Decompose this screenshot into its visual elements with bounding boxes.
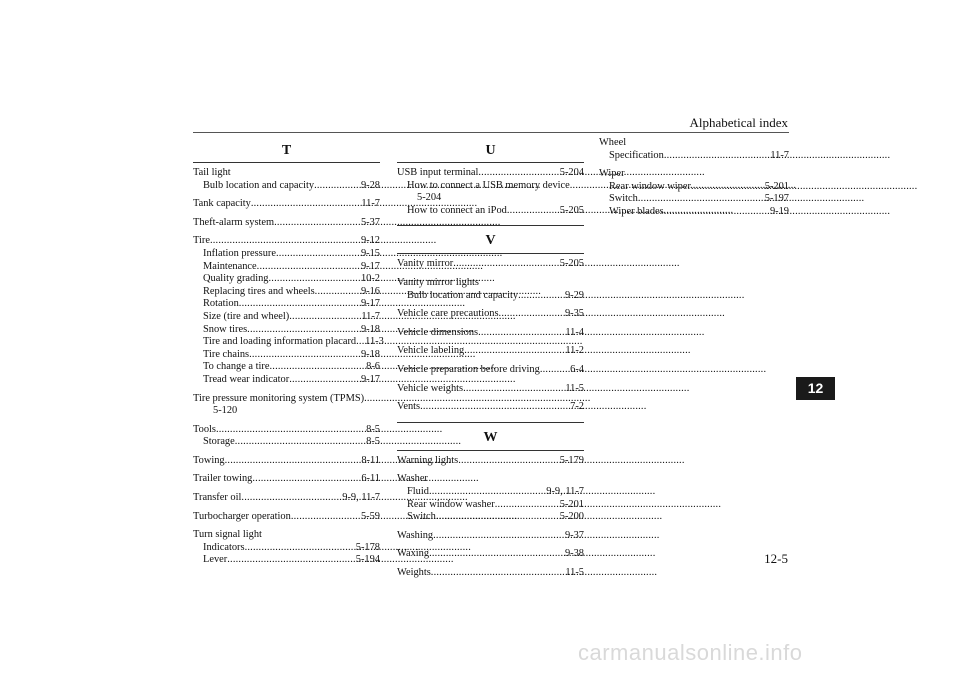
- dot-leader: [274, 217, 358, 230]
- index-entry: [193, 424, 380, 449]
- index-subentry: [193, 542, 380, 555]
- entry-page: 9-18: [360, 323, 380, 335]
- entry-page: 5-59: [360, 510, 380, 522]
- index-entry: [193, 167, 380, 192]
- index-entry: [193, 217, 380, 230]
- entry-label: Bulb location and capacity: [203, 179, 315, 191]
- index-entry-main: [193, 424, 380, 437]
- entry-label: Switch: [407, 511, 436, 523]
- dot-leader: [433, 530, 562, 543]
- entry-label: Tire pressure monitoring system (TPMS): [193, 392, 365, 404]
- entry-label: Turn signal light: [193, 529, 262, 541]
- entry-label: Tools: [193, 423, 216, 435]
- entry-page: 5-200: [559, 511, 584, 523]
- entry-label: Vehicle care precautions: [397, 308, 499, 320]
- dot-leader: [420, 401, 567, 414]
- section-letter-heading: V: [397, 225, 584, 254]
- index-entry: [193, 393, 380, 418]
- index-entry: [397, 308, 584, 321]
- entry-page: 11-5: [565, 566, 584, 578]
- dot-leader: [227, 554, 353, 567]
- entry-page: 9-12: [360, 235, 380, 247]
- entry-page: 10-2: [360, 273, 380, 285]
- dot-leader: [664, 206, 767, 219]
- entry-page: 5-201: [764, 180, 789, 192]
- entry-page: 9-17: [360, 260, 380, 272]
- entry-page: 6-11: [361, 473, 380, 485]
- entry-page: 8-6: [366, 361, 380, 373]
- index-entry: [193, 235, 384, 386]
- index-entry: [397, 473, 584, 523]
- dot-leader: [257, 261, 358, 274]
- index-entry: [193, 511, 380, 524]
- entry-label: Size (tire and wheel): [203, 310, 290, 322]
- entry-label: Maintenance: [203, 260, 257, 272]
- dot-leader: [638, 193, 762, 206]
- index-entry: [397, 327, 584, 340]
- dot-leader: [495, 499, 557, 512]
- entry-page: 8-5: [366, 436, 380, 448]
- dot-leader: [289, 374, 358, 387]
- entry-label: Vanity mirror lights: [397, 276, 479, 288]
- entry-label: Wheel: [599, 137, 627, 148]
- entry-page: 11-2: [565, 345, 584, 357]
- dot-leader: [241, 492, 339, 505]
- index-subentry: [193, 336, 384, 349]
- dot-leader: [463, 383, 562, 396]
- entry-page: 11-7: [361, 310, 380, 322]
- dot-leader: [216, 424, 363, 437]
- entry-label: Vehicle labeling: [397, 345, 465, 357]
- index-entry-main: [397, 308, 584, 321]
- index-entry-main: [193, 473, 380, 486]
- dot-leader: [314, 180, 358, 193]
- index-subentry: [193, 324, 380, 337]
- entry-label: To change a tire: [203, 361, 270, 373]
- entry-label: Vents: [397, 401, 421, 413]
- index-entry-main: [397, 277, 584, 290]
- entry-page: 5-37: [360, 216, 380, 228]
- page-number: 12-5: [764, 551, 788, 566]
- entry-page: 9-28: [360, 179, 380, 191]
- entry-page: 5-205: [559, 258, 584, 270]
- dot-leader: [252, 473, 358, 486]
- dot-leader: [251, 198, 358, 211]
- entry-label: Wiper blades: [609, 205, 664, 217]
- dot-leader: [429, 548, 562, 561]
- entry-label: Replacing tires and wheels: [203, 285, 315, 297]
- entry-page: 9-37: [564, 529, 584, 541]
- index-subentry: [397, 486, 584, 499]
- dot-leader: [664, 150, 768, 163]
- index-entry-main: [397, 327, 584, 340]
- entry-label: Fluid: [407, 485, 429, 497]
- section-letter-heading: U: [397, 134, 584, 163]
- entry-page: 5-205: [559, 204, 584, 216]
- entry-page: 9-9, 11-7: [546, 485, 584, 497]
- entry-page: 8-5: [366, 423, 380, 435]
- index-entry-main: [397, 401, 584, 414]
- section-letter-heading: W: [397, 422, 584, 451]
- dot-leader: [315, 286, 358, 299]
- index-subentry: [599, 150, 789, 163]
- index-entry-main: [397, 345, 584, 358]
- entry-label: Tire chains: [203, 348, 250, 360]
- dot-leader: [691, 181, 762, 194]
- watermark: carmanualsonline.info: [578, 640, 803, 665]
- dot-leader: [507, 205, 557, 218]
- dot-leader: [235, 436, 363, 449]
- entry-label: Waxing: [397, 548, 430, 560]
- index-subentry: [193, 349, 380, 362]
- index-entry-main: [599, 137, 789, 150]
- entry-page: 9-35: [564, 308, 584, 320]
- entry-label: Vehicle dimensions: [397, 326, 479, 338]
- entry-label: Weights: [397, 566, 431, 578]
- entry-page: 11-7: [361, 198, 380, 210]
- index-subentry-continued-page: 5-204: [417, 192, 442, 204]
- index-entry-main: [193, 235, 380, 248]
- entry-label: Tail light: [193, 167, 231, 178]
- index-subentry: [193, 248, 380, 261]
- index-subentry: [397, 180, 584, 193]
- entry-label: Rear window washer: [407, 498, 495, 510]
- entry-page: 7-2: [570, 401, 584, 413]
- dot-leader: [269, 273, 358, 286]
- entry-page: 9-16: [360, 285, 380, 297]
- index-entry-main: [397, 167, 584, 180]
- index-subentry: [193, 374, 380, 387]
- entry-page: 6-4: [570, 363, 584, 375]
- index-subentry: [599, 193, 789, 206]
- index-entry-main: [397, 383, 584, 396]
- dot-leader: [245, 542, 353, 555]
- dot-leader: [540, 364, 567, 377]
- entry-label: Transfer oil: [193, 492, 242, 504]
- entry-label: Storage: [203, 436, 235, 448]
- entry-page: 9-19: [769, 205, 789, 217]
- entry-page: 5-197: [764, 193, 789, 205]
- index-subentry: [193, 261, 380, 274]
- index-subentry: [193, 311, 380, 324]
- dot-leader: [247, 324, 358, 337]
- entry-page: 11-5: [565, 382, 584, 394]
- entry-page: 9-17: [360, 298, 380, 310]
- chapter-tab: 12: [796, 377, 835, 400]
- index-entry-main: [193, 167, 380, 180]
- entry-label: Wiper: [599, 168, 625, 180]
- index-subentry: [397, 511, 584, 524]
- index-subentry: [193, 286, 380, 299]
- entry-label: Turbocharger operation: [193, 510, 291, 522]
- entry-page: 11-4: [565, 326, 584, 338]
- entry-label: Rear window wiper: [609, 180, 691, 192]
- index-entry: [397, 548, 584, 561]
- index-entry: [193, 529, 380, 567]
- entry-label: How to connect an iPod: [407, 204, 507, 216]
- index-entry: [397, 530, 584, 543]
- index-entry: [397, 401, 584, 414]
- index-subentry: [193, 180, 380, 193]
- section-letter-heading: T: [193, 134, 380, 163]
- entry-label: Towing: [193, 454, 225, 466]
- dot-leader: [431, 567, 563, 580]
- index-column-2: [397, 134, 584, 585]
- header-rule: [193, 132, 789, 133]
- entry-label: Snow tires: [203, 323, 248, 335]
- entry-label: Theft-alarm system: [193, 216, 275, 228]
- index-entry: [193, 473, 380, 486]
- entry-page: 5-201: [559, 498, 584, 510]
- entry-label: Inflation pressure: [203, 247, 276, 259]
- index-subentry: [193, 554, 380, 567]
- dot-leader: [429, 486, 543, 499]
- entry-page: 5-179: [559, 454, 584, 466]
- entry-label: Tire: [193, 235, 210, 247]
- dot-leader: [499, 308, 562, 321]
- entry-label: Bulb location and capacity: [407, 289, 519, 301]
- index-entry-main: [193, 217, 380, 230]
- index-entry: [599, 137, 789, 162]
- index-entry-main: [397, 530, 584, 543]
- dot-leader: [291, 511, 358, 524]
- index-entry: [193, 455, 380, 468]
- index-entry: [397, 258, 584, 271]
- index-entry-continued-page: 5-120: [213, 405, 238, 417]
- entry-page: 9-15: [360, 247, 380, 259]
- entry-label: Vanity mirror: [397, 258, 454, 270]
- entry-page: 5-204: [559, 167, 584, 178]
- index-entry-main: [193, 455, 380, 468]
- entry-page: 9-18: [360, 348, 380, 360]
- entry-label: How to connect a USB memory device: [407, 179, 570, 191]
- index-subentry: [599, 206, 789, 219]
- dot-leader: [276, 248, 358, 261]
- index-entry: [397, 383, 584, 396]
- index-column-3: [599, 137, 789, 225]
- entry-label: Switch: [609, 193, 638, 205]
- dot-leader: [453, 258, 556, 271]
- index-subentry: [193, 273, 380, 286]
- dot-leader: [436, 511, 557, 524]
- entry-label: USB input terminal: [397, 167, 479, 178]
- index-entry-main: [599, 168, 789, 181]
- entry-label: Vehicle preparation before driving: [397, 363, 540, 375]
- index-entry: [397, 345, 584, 358]
- entry-label: Tread wear indicator: [203, 373, 290, 385]
- entry-page: 5-178: [355, 541, 380, 553]
- index-entry: [397, 455, 584, 468]
- entry-label: Indicators: [203, 541, 245, 553]
- dot-leader: [210, 235, 358, 248]
- dot-leader: [570, 180, 584, 193]
- index-entry-main: [397, 548, 584, 561]
- dot-leader: [464, 345, 562, 358]
- dot-leader: [364, 393, 380, 406]
- entry-label: Vehicle weights: [397, 382, 464, 394]
- entry-page: 11-3: [365, 336, 384, 348]
- index-subentry: [193, 361, 380, 374]
- index-entry-main: [193, 198, 380, 211]
- entry-page: 11-7: [770, 149, 789, 161]
- index-entry-main: [193, 511, 380, 524]
- dot-leader: [478, 327, 562, 340]
- entry-label: Tank capacity: [193, 198, 251, 210]
- entry-label: Washer: [397, 473, 428, 485]
- index-column-1: [193, 134, 384, 573]
- index-subentry: [397, 499, 584, 512]
- index-entry-main: [193, 393, 380, 406]
- index-subentry: [193, 298, 380, 311]
- index-entry: [193, 492, 380, 505]
- dot-leader: [249, 349, 358, 362]
- index-entry: [193, 198, 380, 211]
- entry-label: Rotation: [203, 298, 239, 310]
- dot-leader: [478, 167, 556, 180]
- entry-label: Washing: [397, 529, 434, 541]
- entry-label: Specification: [609, 149, 664, 161]
- entry-label: Quality grading: [203, 273, 269, 285]
- index-entry-main: [193, 492, 380, 505]
- index-entry-main: [397, 258, 584, 271]
- entry-page: 9-38: [564, 548, 584, 560]
- index-entry: [397, 277, 584, 302]
- index-entry-main: [397, 473, 584, 486]
- index-subentry: [193, 436, 380, 449]
- index-entry-main: [397, 364, 584, 377]
- entry-page: 8-11: [361, 454, 380, 466]
- index-entry: [397, 364, 584, 377]
- page-header-title: Alphabetical index: [689, 115, 788, 130]
- entry-page: 5-194: [355, 554, 380, 566]
- index-entry: [397, 167, 584, 217]
- entry-label: Tire and loading information placard: [203, 336, 357, 348]
- index-entry-main: [397, 567, 584, 580]
- dot-leader: [458, 455, 557, 468]
- index-entry-main: [397, 455, 584, 468]
- index-subentry: [397, 290, 584, 303]
- index-subentry: [599, 181, 789, 194]
- entry-page: 9-29: [564, 289, 584, 301]
- entry-label: Warning lights: [397, 454, 459, 466]
- entry-label: Lever: [203, 554, 228, 566]
- dot-leader: [225, 455, 359, 468]
- dot-leader: [289, 311, 358, 324]
- index-entry: [397, 567, 584, 580]
- dot-leader: [518, 290, 562, 303]
- dot-leader: [239, 298, 358, 311]
- index-entry-main: [193, 529, 380, 542]
- index-entry: [599, 168, 789, 218]
- entry-label: Trailer towing: [193, 473, 253, 485]
- index-subentry: [397, 205, 584, 218]
- dot-leader: [270, 361, 364, 374]
- entry-page: 9-9, 11-7: [342, 492, 380, 504]
- entry-page: 9-17: [360, 373, 380, 385]
